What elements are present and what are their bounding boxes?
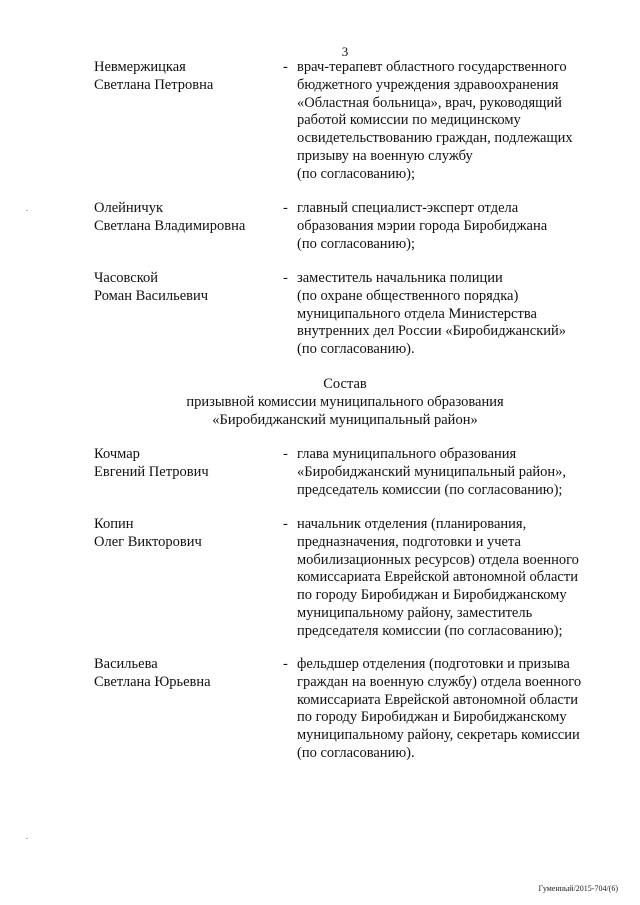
- position-line: по городу Биробиджан и Биробиджанскому: [297, 587, 567, 604]
- position-line: фельдшер отделения (подготовки и призыва: [297, 656, 570, 672]
- entry-dash: -: [283, 270, 288, 286]
- position-line: комиссариата Еврейской автономной области: [297, 691, 578, 708]
- member-given-names: Евгений Петрович: [94, 463, 209, 480]
- position-line: муниципальному району, заместитель: [297, 604, 533, 621]
- position-line: комиссариата Еврейской автономной области: [297, 569, 578, 586]
- scan-mark: [26, 210, 28, 211]
- entry-dash: -: [283, 656, 288, 672]
- position-line: по городу Биробиджан и Биробиджанскому: [297, 709, 567, 726]
- position-line: (по охране общественного порядка): [297, 287, 519, 304]
- position-line: освидетельствованию граждан, подлежащих: [297, 130, 573, 147]
- document-code: Гуменный/2015-704/(6): [538, 884, 618, 893]
- member-surname: Олейничук: [94, 200, 164, 216]
- member-position: [297, 446, 597, 499]
- position-line: муниципального отдела Министерства: [297, 305, 537, 322]
- position-line: «Биробиджанский муниципальный район»,: [297, 463, 567, 480]
- member-position: [297, 656, 597, 763]
- member-surname: Невмержицкая: [94, 59, 186, 75]
- member-name: [94, 656, 274, 692]
- member-surname: Васильева: [94, 656, 158, 672]
- position-line: (по согласованию);: [297, 235, 416, 252]
- position-line: начальник отделения (планирования,: [297, 516, 527, 532]
- position-line: призыву на военную службу: [297, 147, 473, 164]
- member-given-names: Роман Васильевич: [94, 287, 209, 304]
- member-surname: Кочмар: [94, 446, 140, 462]
- position-line: предназначения, подготовки и учета: [297, 533, 521, 550]
- position-line: внутренних дел России «Биробиджанский»: [297, 323, 567, 340]
- member-position: [297, 516, 597, 641]
- member-position: [297, 270, 597, 359]
- section-subtitle-line: «Биробиджанский муниципальный район»: [212, 411, 478, 428]
- member-surname: Часовской: [94, 270, 159, 286]
- position-line: бюджетного учреждения здравоохранения: [297, 76, 559, 93]
- position-line: (по согласованию).: [297, 341, 415, 358]
- member-name: [94, 270, 274, 306]
- section-heading: [0, 376, 640, 429]
- section-subtitle-line: призывной комиссии муниципального образования: [186, 393, 504, 410]
- position-line: председателя комиссии (по согласованию);: [297, 622, 563, 639]
- member-given-names: Светлана Петровна: [94, 76, 214, 93]
- position-line: «Областная больница», врач, руководящий: [297, 94, 562, 111]
- position-line: мобилизационных ресурсов) отдела военного: [297, 551, 579, 568]
- position-line: (по согласованию).: [297, 744, 415, 761]
- member-name: [94, 516, 274, 552]
- position-line: образования мэрии города Биробиджана: [297, 217, 548, 234]
- entry-dash: -: [283, 59, 288, 75]
- entry-dash: -: [283, 446, 288, 462]
- entry-dash: -: [283, 200, 288, 216]
- position-line: врач-терапевт областного государственного: [297, 59, 567, 75]
- member-name: [94, 200, 274, 236]
- position-line: муниципальному району, секретарь комиссии: [297, 727, 580, 744]
- scan-mark: [26, 838, 28, 839]
- position-line: работой комиссии по медицинскому: [297, 112, 521, 129]
- member-given-names: Олег Викторович: [94, 533, 202, 550]
- position-line: главный специалист-эксперт отдела: [297, 200, 519, 216]
- member-name: [94, 446, 274, 482]
- member-position: [297, 59, 597, 184]
- entry-dash: -: [283, 516, 288, 532]
- member-position: [297, 200, 597, 253]
- section-title: Состав: [323, 376, 367, 392]
- member-given-names: Светлана Юрьевна: [94, 673, 211, 690]
- member-surname: Копин: [94, 516, 134, 532]
- member-name: [94, 59, 274, 95]
- position-line: заместитель начальника полиции: [297, 270, 503, 286]
- position-line: (по согласованию);: [297, 165, 416, 182]
- member-given-names: Светлана Владимировна: [94, 217, 246, 234]
- position-line: председатель комиссии (по согласованию);: [297, 481, 563, 498]
- position-line: граждан на военную службу) отдела военного: [297, 673, 582, 690]
- page-number: 3: [341, 44, 349, 59]
- position-line: глава муниципального образования: [297, 446, 517, 462]
